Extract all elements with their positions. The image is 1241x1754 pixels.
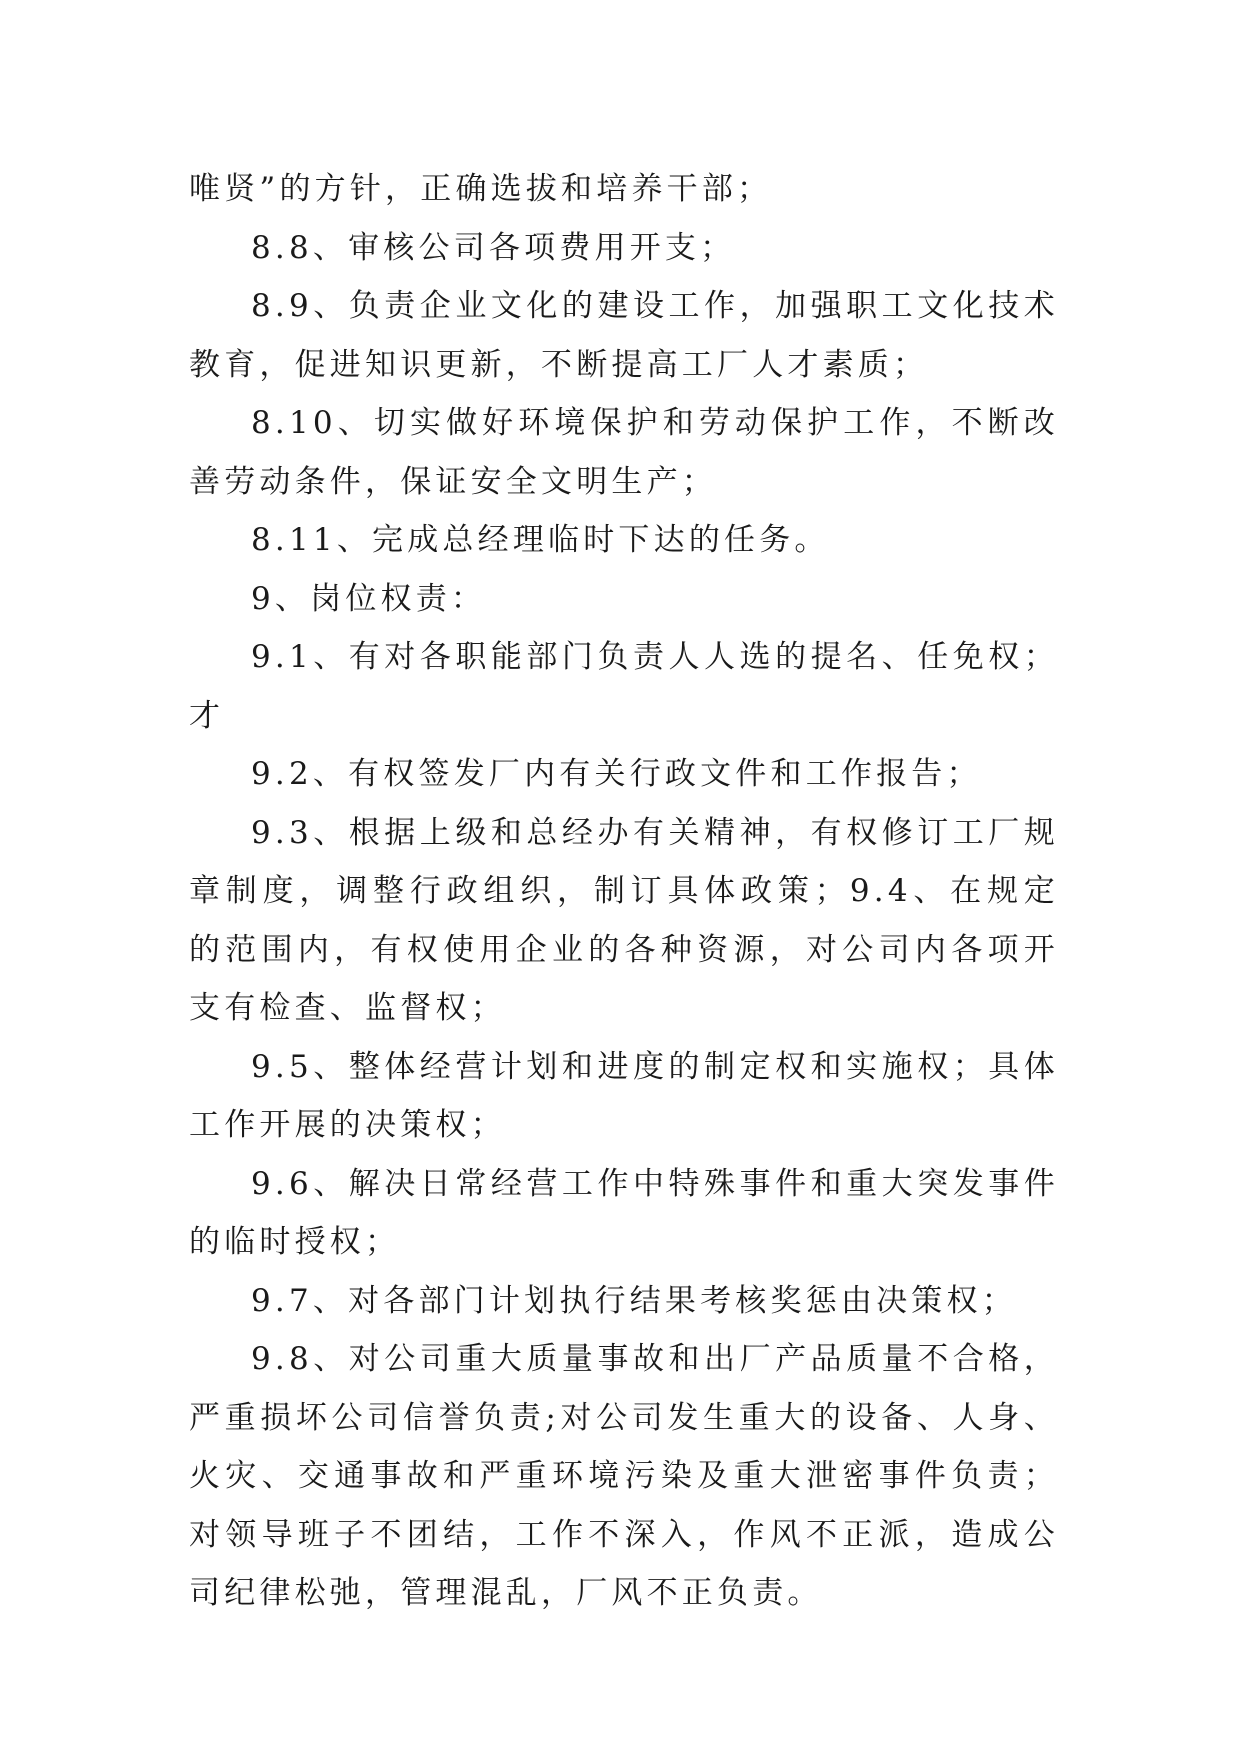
paragraph: 8.9、负责企业文化的建设工作，加强职工文化技术教育，促进知识更新，不断提高工厂人才素质；: [189, 288, 1059, 383]
paragraph: 8.11、完成总经理临时下达的任务。: [251, 522, 830, 558]
paragraph: 9.5、整体经营计划和进度的制定权和实施权；具体工作开展的决策权；: [189, 1048, 1059, 1143]
paragraph: 8.10、切实做好环境保护和劳动保护工作，不断改善劳动条件，保证安全文明生产；: [189, 405, 1059, 500]
paragraph: 9.6、解决日常经营工作中特殊事件和重大突发事件的临时授权；: [189, 1165, 1059, 1260]
paragraph: 9.2、有权签发厂内有关行政文件和工作报告；: [251, 756, 982, 792]
paragraph: 9.1、有对各职能部门负责人人选的提名、任免权；才: [189, 639, 1059, 734]
paragraph: 8.8、审核公司各项费用开支；: [251, 229, 736, 266]
paragraph: 9.3、根据上级和总经办有关精神，有权修订工厂规章制度，调整行政组织，制订具体政策；9.4、在规定的范围内，有权使用企业的各种资源，对公司内各项开支有检查、监督权；: [189, 814, 1059, 1026]
paragraph: 9.8、对公司重大质量事故和出厂产品质量不合格，严重损坏公司信誉负责;对公司发生重大的设备、人身、火灾、交通事故和严重环境污染及重大泄密事件负责；对领导班子不团结，工作不深入，作风不正派，造成公司纪律松弛，管理混乱，厂风不正负责。: [189, 1341, 1059, 1611]
paragraph: 9.7、对各部门计划执行结果考核奖惩由决策权；: [251, 1282, 1017, 1319]
paragraph: 唯贤”的方针，正确选拔和培养干部；: [189, 171, 773, 207]
document-page: [189, 160, 1059, 1623]
section-heading: 9、岗位权责：: [251, 580, 487, 617]
